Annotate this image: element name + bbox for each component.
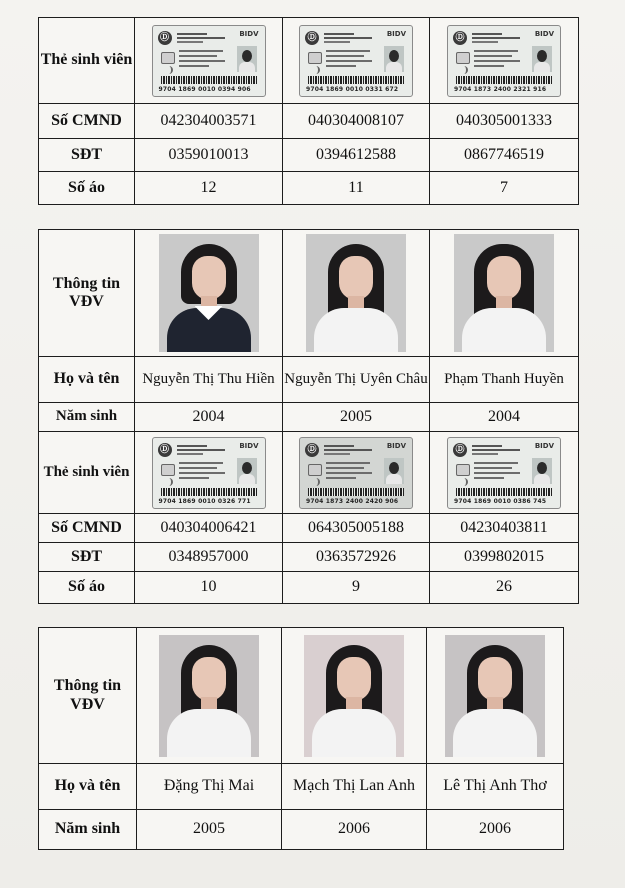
university-logo-icon: Ⓓ <box>453 443 467 457</box>
cmnd-label: Số CMND <box>39 514 135 543</box>
barcode <box>456 488 552 496</box>
birth-value: 2004 <box>135 403 283 432</box>
barcode <box>308 488 404 496</box>
name-value: Phạm Thanh Huyền <box>430 357 579 403</box>
shirt-value: 11 <box>283 172 430 205</box>
athlete-table-3 <box>38 627 564 850</box>
birth-label: Năm sinh <box>39 403 135 432</box>
shirt-label: Số áo <box>39 572 135 604</box>
portrait-cell <box>282 628 427 764</box>
name-label: Họ và tên <box>39 764 137 810</box>
name-value: Đặng Thị Mai <box>137 764 282 810</box>
card-row <box>39 432 579 514</box>
university-logo-icon: Ⓓ <box>305 31 319 45</box>
shirt-value: 10 <box>135 572 283 604</box>
birth-label: Năm sinh <box>39 810 137 850</box>
phone-value: 0363572926 <box>283 543 430 572</box>
chip-icon <box>456 464 470 476</box>
cmnd-value: 040304008107 <box>283 104 430 139</box>
card-photo <box>532 46 552 72</box>
athlete-table-1 <box>38 17 579 205</box>
birth-value: 2005 <box>137 810 282 850</box>
chip-icon <box>456 52 470 64</box>
contactless-icon <box>162 478 173 486</box>
cmnd-value: 042304003571 <box>135 104 283 139</box>
student-card-cell <box>430 18 579 104</box>
shirt-label: Số áo <box>39 172 135 205</box>
birth-value: 2005 <box>283 403 430 432</box>
card-photo <box>384 458 404 484</box>
chip-icon <box>308 52 322 64</box>
chip-icon <box>161 464 175 476</box>
name-label: Họ và tên <box>39 357 135 403</box>
phone-label: SĐT <box>39 543 135 572</box>
chip-icon <box>161 52 175 64</box>
shirt-value: 12 <box>135 172 283 205</box>
cmnd-label: Số CMND <box>39 104 135 139</box>
birth-value: 2004 <box>430 403 579 432</box>
barcode <box>456 76 552 84</box>
contactless-icon <box>309 66 320 74</box>
phone-value: 0867746519 <box>430 139 579 172</box>
bank-logo: BIDV <box>386 441 406 450</box>
student-card-image <box>152 437 266 509</box>
card-label: Thẻ sinh viên <box>39 18 135 104</box>
barcode <box>161 488 257 496</box>
phone-value: 0348957000 <box>135 543 283 572</box>
university-logo-icon: Ⓓ <box>305 443 319 457</box>
portrait-cell <box>283 230 430 357</box>
portrait-cell <box>135 230 283 357</box>
barcode <box>308 76 404 84</box>
contactless-icon <box>309 478 320 486</box>
phone-label: SĐT <box>39 139 135 172</box>
phone-value: 0394612588 <box>283 139 430 172</box>
university-logo-icon: Ⓓ <box>158 443 172 457</box>
birth-value: 2006 <box>427 810 564 850</box>
card-photo <box>532 458 552 484</box>
card-photo <box>237 458 257 484</box>
info-label: Thông tin VĐV <box>39 230 135 357</box>
portrait-cell <box>137 628 282 764</box>
bank-logo: BIDV <box>534 29 554 38</box>
info-label: Thông tin VĐV <box>39 628 137 764</box>
birth-row <box>39 403 579 432</box>
contactless-icon <box>457 66 468 74</box>
bank-logo: BIDV <box>386 29 406 38</box>
card-number: 9704 1869 0010 0394 906 <box>158 85 251 93</box>
shirt-value: 7 <box>430 172 579 205</box>
name-value: Nguyễn Thị Thu Hiền <box>135 357 283 403</box>
cmnd-row <box>39 514 579 543</box>
student-card-image <box>447 437 561 509</box>
cmnd-value: 040304006421 <box>135 514 283 543</box>
shirt-row <box>39 172 579 205</box>
student-card-cell <box>430 432 579 514</box>
bank-logo: BIDV <box>534 441 554 450</box>
barcode <box>161 76 257 84</box>
card-number: 9704 1869 0010 0326 771 <box>158 497 251 505</box>
card-number: 9704 1873 2400 2420 906 <box>306 497 399 505</box>
bank-logo: BIDV <box>239 29 259 38</box>
athlete-portrait <box>159 635 259 757</box>
card-photo <box>384 46 404 72</box>
cmnd-value: 064305005188 <box>283 514 430 543</box>
photo-row <box>39 230 579 357</box>
card-number: 9704 1873 2400 2321 916 <box>454 85 547 93</box>
name-value: Nguyễn Thị Uyên Châu <box>283 357 430 403</box>
name-value: Lê Thị Anh Thơ <box>427 764 564 810</box>
student-card-image <box>299 437 413 509</box>
photo-row <box>39 628 564 764</box>
athlete-table-2 <box>38 229 579 604</box>
cmnd-value: 040305001333 <box>430 104 579 139</box>
shirt-value: 26 <box>430 572 579 604</box>
shirt-row <box>39 572 579 604</box>
card-label: Thẻ sinh viên <box>39 432 135 514</box>
shirt-value: 9 <box>283 572 430 604</box>
athlete-portrait <box>454 234 554 352</box>
card-number: 9704 1869 0010 0386 745 <box>454 497 547 505</box>
phone-value: 0359010013 <box>135 139 283 172</box>
student-card-cell <box>283 18 430 104</box>
portrait-cell <box>427 628 564 764</box>
student-card-cell <box>135 18 283 104</box>
card-number: 9704 1869 0010 0331 672 <box>306 85 399 93</box>
birth-row <box>39 810 564 850</box>
card-photo <box>237 46 257 72</box>
chip-icon <box>308 464 322 476</box>
athlete-portrait <box>445 635 545 757</box>
athlete-portrait <box>306 234 406 352</box>
birth-value: 2006 <box>282 810 427 850</box>
phone-value: 0399802015 <box>430 543 579 572</box>
athlete-portrait <box>159 234 259 352</box>
name-value: Mạch Thị Lan Anh <box>282 764 427 810</box>
phone-row <box>39 139 579 172</box>
student-card-image <box>299 25 413 97</box>
contactless-icon <box>457 478 468 486</box>
student-card-cell <box>135 432 283 514</box>
student-card-image <box>447 25 561 97</box>
name-row <box>39 357 579 403</box>
student-card-image <box>152 25 266 97</box>
university-logo-icon: Ⓓ <box>158 31 172 45</box>
cmnd-value: 04230403811 <box>430 514 579 543</box>
contactless-icon <box>162 66 173 74</box>
portrait-cell <box>430 230 579 357</box>
name-row <box>39 764 564 810</box>
cmnd-row <box>39 104 579 139</box>
phone-row <box>39 543 579 572</box>
athlete-portrait <box>304 635 404 757</box>
card-row <box>39 18 579 104</box>
bank-logo: BIDV <box>239 441 259 450</box>
student-card-cell <box>283 432 430 514</box>
university-logo-icon: Ⓓ <box>453 31 467 45</box>
